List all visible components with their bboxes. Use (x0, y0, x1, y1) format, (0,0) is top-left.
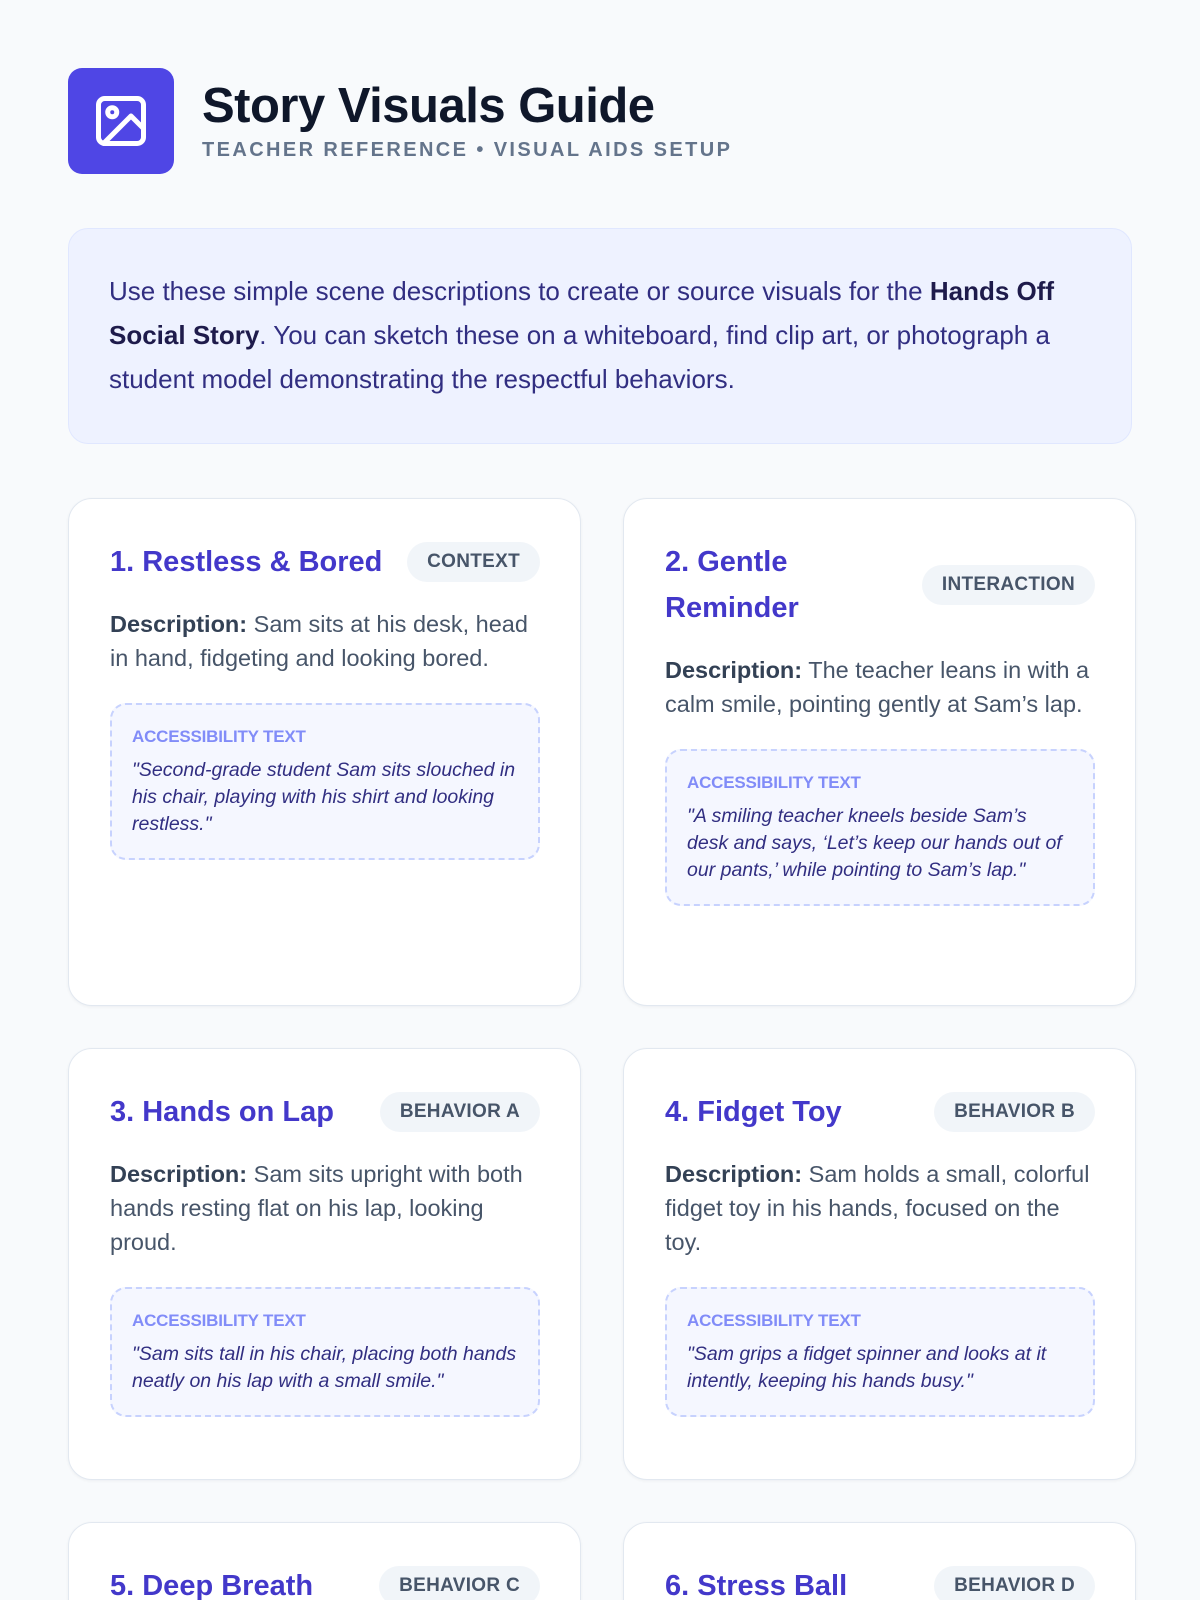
description-label: Description: (665, 657, 803, 683)
card-header (665, 539, 1095, 631)
accessibility-label: ACCESSIBILITY TEXT (687, 773, 861, 792)
card-title: 5. Deep Breath (110, 1570, 314, 1600)
scene-card-grid (68, 498, 1132, 1600)
card-title: 1. Restless & Bored (110, 546, 383, 578)
scene-card (68, 1522, 581, 1600)
intro-story-name: Hands Off Social Story (109, 276, 1055, 350)
card-header (665, 1089, 1095, 1135)
category-badge: BEHAVIOR C (379, 1566, 540, 1600)
card-header (665, 1563, 1095, 1600)
card-description (110, 607, 540, 675)
accessibility-label: ACCESSIBILITY TEXT (132, 727, 306, 746)
accessibility-box (665, 1287, 1095, 1417)
accessibility-text: "Sam grips a fidget spinner and looks at it intently, keeping his hands busy." (687, 1343, 1047, 1392)
title-block (202, 80, 732, 163)
card-description (110, 1157, 540, 1259)
accessibility-text: "Sam sits tall in his chair, placing both hands neatly on his lap with a small smile." (132, 1343, 517, 1392)
accessibility-label: ACCESSIBILITY TEXT (132, 1311, 306, 1330)
accessibility-text: "Second-grade student Sam sits slouched in his chair, playing with his shirt and looking restless." (132, 759, 516, 835)
card-title: 3. Hands on Lap (110, 1096, 334, 1128)
accessibility-box (110, 703, 540, 860)
card-header (110, 1563, 540, 1600)
intro-panel (68, 228, 1132, 444)
accessibility-label: ACCESSIBILITY TEXT (687, 1311, 861, 1330)
scene-card (623, 1522, 1136, 1600)
accessibility-box (110, 1287, 540, 1417)
card-header (110, 1089, 540, 1135)
card-title: 2. Gentle Reminder (665, 546, 799, 624)
page-subtitle: TEACHER REFERENCE • VISUAL AIDS SETUP (202, 139, 733, 162)
accessibility-box (665, 749, 1095, 906)
description-label: Description: (110, 1161, 248, 1187)
header (68, 68, 1132, 174)
scene-card (623, 1048, 1136, 1480)
page-title: Story Visuals Guide (202, 78, 655, 133)
description-label: Description: (665, 1161, 803, 1187)
card-title: 4. Fidget Toy (665, 1096, 842, 1128)
description-text: Sam holds a small, colorful fidget toy in his hands, focused on the toy. (665, 1161, 1090, 1255)
scene-card (68, 1048, 581, 1480)
category-badge: INTERACTION (922, 565, 1095, 605)
scene-card (623, 498, 1136, 1006)
description-text: Sam sits at his desk, head in hand, fidgeting and looking bored. (110, 611, 528, 671)
card-description (665, 653, 1095, 721)
card-description (665, 1157, 1095, 1259)
scene-card (68, 498, 581, 1006)
intro-text-after: . You can sketch these on a whiteboard, find clip art, or photograph a student model demonstrating the respectful behaviors. (109, 320, 1050, 394)
description-text: The teacher leans in with a calm smile, pointing gently at Sam’s lap. (665, 657, 1090, 717)
description-text: Sam sits upright with both hands resting flat on his lap, looking proud. (110, 1161, 523, 1255)
category-badge: CONTEXT (407, 542, 540, 582)
card-title: 6. Stress Ball (665, 1570, 848, 1600)
description-label: Description: (110, 611, 248, 637)
category-badge: BEHAVIOR B (934, 1092, 1095, 1132)
image-icon (68, 68, 174, 174)
accessibility-text: "A smiling teacher kneels beside Sam’s desk and says, ‘Let’s keep our hands out of our pants,’ while pointing to Sam’s lap." (687, 805, 1062, 881)
intro-text-before: Use these simple scene descriptions to create or source visuals for the (109, 276, 930, 306)
card-header (110, 539, 540, 585)
category-badge: BEHAVIOR A (380, 1092, 540, 1132)
category-badge: BEHAVIOR D (934, 1566, 1095, 1600)
